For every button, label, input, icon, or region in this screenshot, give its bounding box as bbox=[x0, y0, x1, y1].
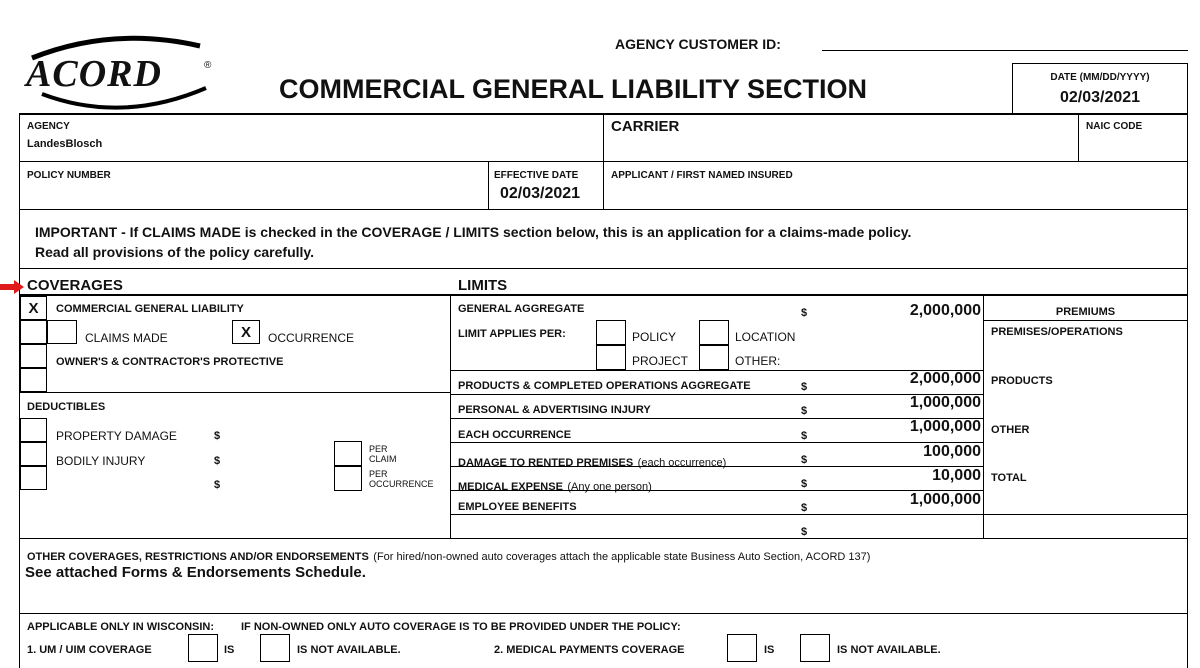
other-deductible-checkbox[interactable] bbox=[20, 466, 47, 490]
agency-value[interactable]: LandesBlosch bbox=[27, 138, 103, 150]
damage-rented-sub: (each occurrence) bbox=[637, 457, 727, 469]
blank-limit-dollar: $ bbox=[801, 526, 808, 538]
acord-logo bbox=[22, 32, 222, 112]
other-coverages-value[interactable]: See attached Forms & Endorsements Schedule. bbox=[25, 564, 366, 581]
limits-heading: LIMITS bbox=[458, 277, 508, 294]
employee-benefits-label: EMPLOYEE BENEFITS bbox=[458, 501, 577, 513]
products-dollar: $ bbox=[801, 381, 808, 393]
applicant-label: APPLICANT / FIRST NAMED INSURED bbox=[611, 170, 793, 181]
agency-customer-id-label: AGENCY CUSTOMER ID: bbox=[615, 36, 781, 52]
claims-made-checkbox[interactable] bbox=[47, 320, 77, 344]
blank-coverage-checkbox[interactable] bbox=[20, 368, 47, 392]
med-is-label: IS bbox=[764, 644, 775, 656]
other-coverages-label: OTHER COVERAGES, RESTRICTIONS AND/OR ENDORSEMENTS bbox=[27, 551, 369, 563]
um-is-checkbox[interactable] bbox=[188, 634, 218, 662]
wisconsin-condition: IF NON-OWNED ONLY AUTO COVERAGE IS TO BE PROVIDED UNDER THE POLICY: bbox=[241, 621, 681, 633]
um-is-label: IS bbox=[224, 644, 235, 656]
claims-made-label: CLAIMS MADE bbox=[85, 331, 168, 345]
date-label: DATE (MM/DD/YYYY) bbox=[1050, 72, 1150, 83]
damage-rented-value[interactable]: 100,000 bbox=[923, 443, 981, 460]
blank-limit-value[interactable] bbox=[820, 515, 981, 537]
um-not-available-checkbox[interactable] bbox=[260, 634, 290, 662]
carrier-label: CARRIER bbox=[611, 118, 680, 135]
effective-date-value[interactable]: 02/03/2021 bbox=[500, 185, 581, 202]
medical-expense-dollar: $ bbox=[801, 478, 808, 490]
products-label: PRODUCTS & COMPLETED OPERATIONS AGGREGATE bbox=[458, 380, 751, 392]
date-value[interactable]: 02/03/2021 bbox=[1059, 89, 1141, 106]
other-coverages-heading bbox=[27, 547, 870, 565]
other-deductible-dollar: $ bbox=[214, 479, 221, 491]
notice-line-1: IMPORTANT - If CLAIMS MADE is checked in the COVERAGE / LIMITS section below, this is an application for a claims-made policy. bbox=[35, 224, 912, 240]
registered-mark: ® bbox=[204, 60, 212, 71]
coverages-heading: COVERAGES bbox=[27, 277, 123, 294]
agency-customer-id-field[interactable] bbox=[826, 32, 1186, 50]
other-label: OTHER: bbox=[735, 354, 781, 368]
general-aggregate-dollar: $ bbox=[801, 307, 808, 319]
naic-label: NAIC CODE bbox=[1086, 121, 1143, 132]
premiums-heading: PREMIUMS bbox=[1055, 306, 1116, 318]
premium-other-label: OTHER bbox=[991, 424, 1030, 436]
premium-premises-label: PREMISES/OPERATIONS bbox=[991, 326, 1123, 338]
effective-date-label: EFFECTIVE DATE bbox=[494, 170, 579, 181]
med-not-available-checkbox[interactable] bbox=[800, 634, 830, 662]
property-damage-checkbox[interactable] bbox=[20, 418, 47, 442]
um-not-available-label: IS NOT AVAILABLE. bbox=[297, 644, 401, 656]
personal-injury-dollar: $ bbox=[801, 405, 808, 417]
general-aggregate-value[interactable]: 2,000,000 bbox=[909, 302, 981, 319]
personal-injury-label: PERSONAL & ADVERTISING INJURY bbox=[458, 404, 651, 416]
cgl-checkbox[interactable]: X bbox=[20, 296, 47, 320]
notice-line-2: Read all provisions of the policy carefully. bbox=[35, 244, 315, 260]
cgl-label: COMMERCIAL GENERAL LIABILITY bbox=[56, 303, 244, 315]
per-claim-checkbox[interactable] bbox=[334, 441, 362, 466]
damage-rented-label bbox=[458, 453, 726, 471]
products-value[interactable]: 2,000,000 bbox=[909, 370, 981, 387]
policy-number-label: POLICY NUMBER bbox=[27, 170, 111, 181]
policy-label: POLICY bbox=[632, 330, 677, 344]
med-is-checkbox[interactable] bbox=[727, 634, 757, 662]
per-occurrence-label: PER OCCURRENCE bbox=[369, 469, 434, 489]
per-occurrence-checkbox[interactable] bbox=[334, 466, 362, 491]
each-occurrence-dollar: $ bbox=[801, 430, 808, 442]
medical-expense-label-text: MEDICAL EXPENSE bbox=[458, 481, 563, 493]
premium-total-label: TOTAL bbox=[991, 472, 1027, 484]
property-damage-label: PROPERTY DAMAGE bbox=[56, 429, 177, 443]
location-checkbox[interactable] bbox=[699, 320, 729, 345]
bodily-injury-checkbox[interactable] bbox=[20, 442, 47, 466]
medical-expense-sub: (Any one person) bbox=[567, 481, 652, 493]
um-uim-label: 1. UM / UIM COVERAGE bbox=[27, 644, 152, 656]
claims-made-outer-checkbox[interactable] bbox=[20, 320, 47, 344]
wisconsin-label: APPLICABLE ONLY IN WISCONSIN: bbox=[27, 621, 215, 633]
medical-expense-value[interactable]: 10,000 bbox=[932, 467, 981, 484]
owners-checkbox[interactable] bbox=[20, 344, 47, 368]
per-claim-label: PER CLAIM bbox=[369, 444, 397, 464]
employee-benefits-dollar: $ bbox=[801, 502, 808, 514]
medical-payments-label: 2. MEDICAL PAYMENTS COVERAGE bbox=[494, 644, 685, 656]
damage-rented-dollar: $ bbox=[801, 454, 808, 466]
premium-products-label: PRODUCTS bbox=[991, 375, 1053, 387]
project-checkbox[interactable] bbox=[596, 345, 626, 370]
occurrence-checkbox[interactable]: X bbox=[232, 320, 260, 344]
other-coverages-sub: (For hired/non-owned auto coverages attach the applicable state Business Auto Section, ACORD 137) bbox=[373, 551, 871, 563]
agency-label: AGENCY bbox=[27, 121, 70, 132]
project-label: PROJECT bbox=[632, 354, 689, 368]
location-label: LOCATION bbox=[735, 330, 796, 344]
each-occurrence-value[interactable]: 1,000,000 bbox=[909, 418, 981, 435]
property-damage-dollar: $ bbox=[214, 430, 221, 442]
logo-text: ACORD bbox=[26, 53, 162, 95]
limit-applies-label: LIMIT APPLIES PER: bbox=[458, 328, 566, 340]
employee-benefits-value[interactable]: 1,000,000 bbox=[909, 491, 981, 508]
policy-checkbox[interactable] bbox=[596, 320, 626, 345]
deductibles-label: DEDUCTIBLES bbox=[27, 401, 106, 413]
owners-label: OWNER'S & CONTRACTOR'S PROTECTIVE bbox=[56, 356, 284, 368]
occurrence-label: OCCURRENCE bbox=[268, 331, 355, 345]
each-occurrence-label: EACH OCCURRENCE bbox=[458, 429, 572, 441]
damage-rented-label-text: DAMAGE TO RENTED PREMISES bbox=[458, 457, 634, 469]
other-checkbox[interactable] bbox=[699, 345, 729, 370]
personal-injury-value[interactable]: 1,000,000 bbox=[909, 394, 981, 411]
bodily-injury-label: BODILY INJURY bbox=[56, 454, 146, 468]
page-title: COMMERCIAL GENERAL LIABILITY SECTION bbox=[279, 74, 868, 104]
med-not-available-label: IS NOT AVAILABLE. bbox=[837, 644, 941, 656]
bodily-injury-dollar: $ bbox=[214, 455, 221, 467]
general-aggregate-label: GENERAL AGGREGATE bbox=[458, 303, 585, 315]
medical-expense-label bbox=[458, 477, 652, 495]
